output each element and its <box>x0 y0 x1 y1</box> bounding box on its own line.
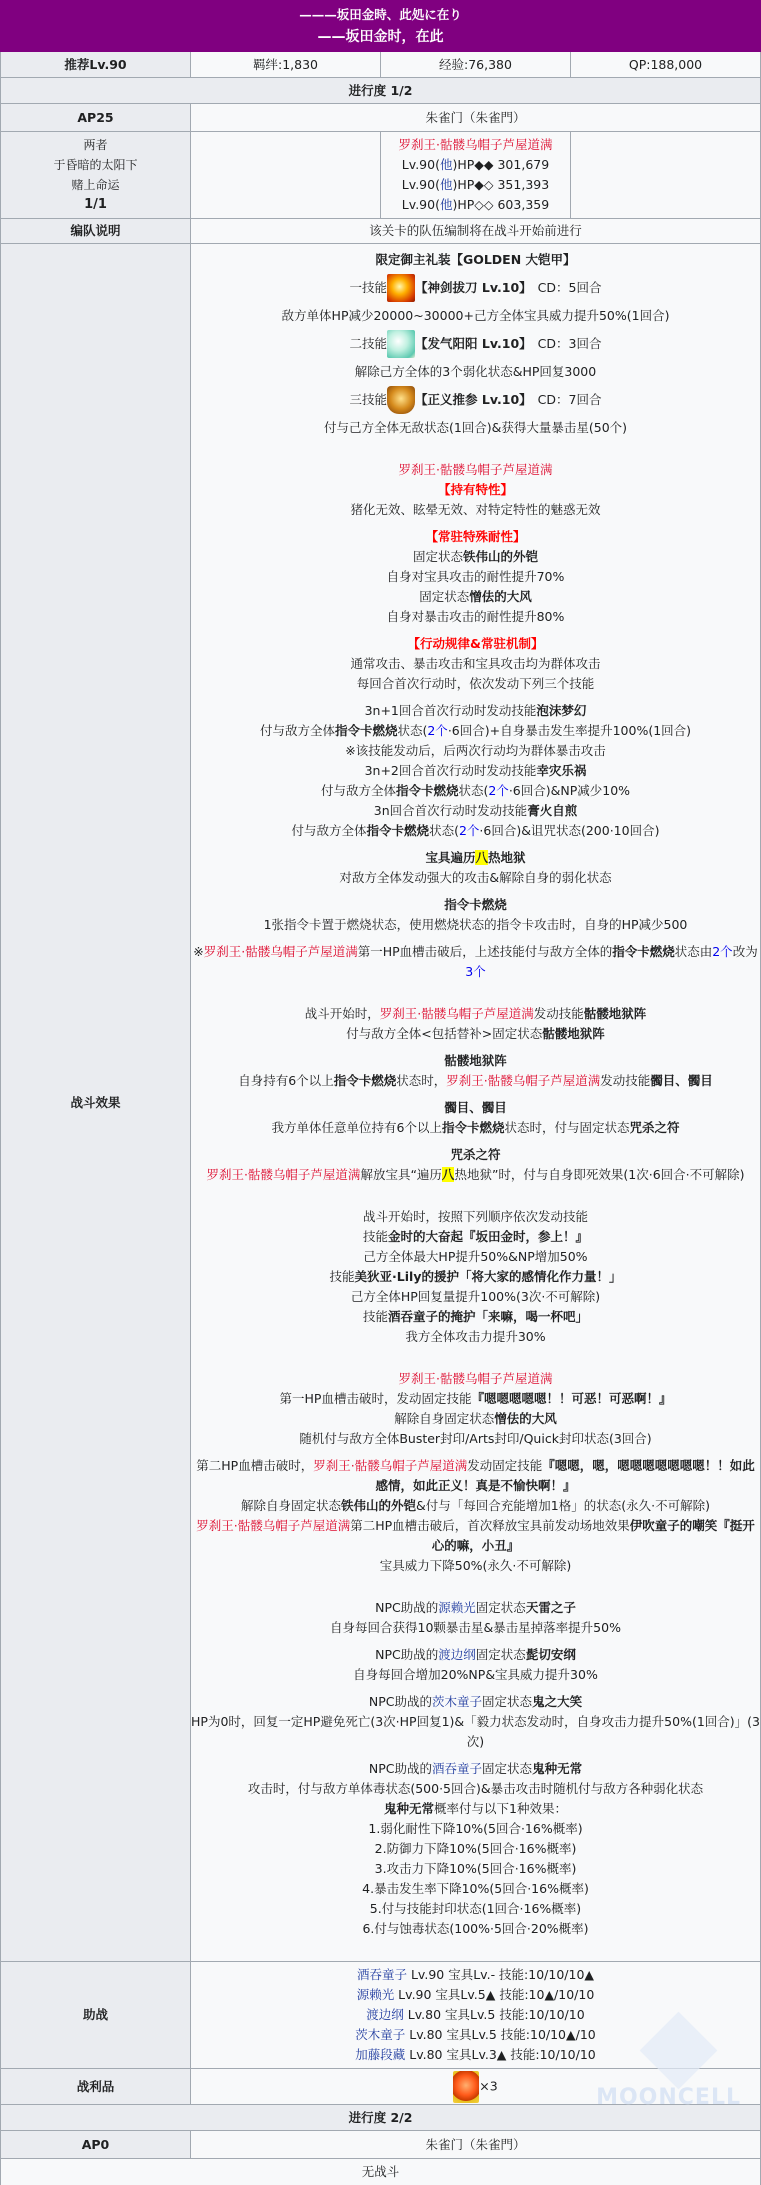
effect-text: 热地狱 <box>488 850 526 865</box>
effect-text: ·6回合)&诅咒状态(200·10回合) <box>479 823 660 838</box>
effect-text: 状态( <box>429 823 459 838</box>
effect-text: 状态时，付与固定状态 <box>504 1120 630 1135</box>
effect-text: 咒杀之符 <box>450 1147 501 1162</box>
effect-text: 第一HP血槽击破后，上述技能付与敌方全体的 <box>357 944 613 959</box>
effect-line <box>191 607 760 627</box>
wave-count: 1/1 <box>84 197 107 212</box>
effect-group <box>191 1369 760 1576</box>
skill-slot: 三技能 <box>349 392 388 407</box>
effect-text: 铁伟山的外铠 <box>341 1498 417 1513</box>
effect-text: 鬼之大笑 <box>532 1694 583 1709</box>
support-detail: Lv.90 宝具Lv.5▲ 技能:10▲/10/10 <box>394 1987 595 2002</box>
support-entry <box>191 1985 760 2005</box>
effect-text: 概率付与以下1种效果： <box>434 1801 567 1816</box>
effect-text: 固定状态 <box>412 549 463 564</box>
ap-cost-1: AP25 <box>1 104 191 132</box>
effect-line <box>191 1899 760 1919</box>
effect-text: 猪化无效、眩晕无效、对特定特性的魅惑无效 <box>350 502 601 517</box>
effect-text: 改为 <box>732 944 758 959</box>
effect-line <box>191 1327 760 1347</box>
effect-text: &付与「每回合充能增加1格」的状态(永久·不可解除) <box>416 1498 710 1513</box>
enemy-name-link[interactable]: 罗刹王·骷髅乌帽子芦屋道满 <box>446 1073 601 1088</box>
battle-effects <box>191 244 761 1962</box>
effect-text: 固定状态 <box>475 1600 526 1615</box>
effect-line <box>191 1429 760 1449</box>
exp-value: 经验:76,380 <box>381 52 571 78</box>
effect-text: 【常驻特殊耐性】 <box>425 529 526 544</box>
effect-text: 美狄亚·Lily的援护「将大家的感情化作力量！」 <box>354 1269 622 1284</box>
skill-slot: 二技能 <box>349 336 388 351</box>
effect-text: 自身每回合获得10颗暴击星&暴击星掉落率提升50% <box>330 1620 621 1635</box>
effect-text: 憎佉的大风 <box>494 1411 557 1426</box>
effect-section <box>191 1369 760 1449</box>
support-servant-link[interactable]: 酒吞童子 <box>356 1967 407 1982</box>
effect-text: 3个 <box>465 964 486 979</box>
support-entry <box>191 1965 760 1985</box>
effect-line <box>191 1692 760 1712</box>
effect-text: 宝具威力下降50%(永久·不可解除) <box>379 1558 572 1573</box>
effect-text: ※ <box>193 944 204 959</box>
progress-header-1: 进行度 1/2 <box>1 78 761 104</box>
effect-text: 【持有特性】 <box>437 482 513 497</box>
support-servant-link[interactable]: 源赖光 <box>356 1987 395 2002</box>
drop-count: ×3 <box>479 2078 498 2093</box>
effect-text: 解除自身固定状态 <box>241 1498 342 1513</box>
support-servant-link[interactable]: 加藤段藏 <box>355 2047 406 2062</box>
effect-text: 5.付与技能封印状态(1回合·16%概率) <box>369 1901 582 1916</box>
effect-text: 随机付与敌方全体Buster封印/Arts封印/Quick封印状态(3回合) <box>299 1431 652 1446</box>
recommended-level: 推荐Lv.90 <box>1 52 191 78</box>
effect-section <box>191 895 760 935</box>
effect-text: ※该技能发动后，后两次行动均为群体暴击攻击 <box>345 743 606 758</box>
effect-text: 状态时， <box>396 1073 447 1088</box>
support-servant-link[interactable]: 茨木童子 <box>355 2027 406 2042</box>
effect-text: 髑目、髑目 <box>444 1100 507 1115</box>
effect-text: 1.弱化耐性下降10%(5回合·16%概率) <box>368 1821 583 1836</box>
support-servant-link[interactable]: 渡边纲 <box>366 2007 404 2022</box>
title-jp: ———坂田金時、此処に在り <box>299 7 462 22</box>
effect-line <box>191 848 760 868</box>
support-detail: Lv.80 宝具Lv.5 技能:10/10/10 <box>403 2007 585 2022</box>
effect-text: 己方全体HP回复量提升100%(3次·不可解除) <box>350 1289 601 1304</box>
effect-text: 鬼种无常 <box>384 1801 435 1816</box>
effect-line <box>191 1516 760 1556</box>
enemy-class-link[interactable]: 他 <box>439 177 453 192</box>
effect-line <box>191 1024 760 1044</box>
quest-title <box>1 1 761 52</box>
effect-line <box>191 761 760 781</box>
effect-text: 技能 <box>362 1229 388 1244</box>
effect-line <box>191 547 760 567</box>
effect-text: 技能 <box>362 1309 388 1324</box>
effect-text: 2.防御力下降10%(5回合·16%概率) <box>374 1841 577 1856</box>
effect-section <box>191 1645 760 1685</box>
enemy-class-link[interactable]: 他 <box>439 197 453 212</box>
effect-text: ·6回合)+自身暴击发生率提升100%(1回合) <box>447 723 692 738</box>
effect-text: 解除自身固定状态 <box>394 1411 495 1426</box>
effect-line <box>191 1207 760 1227</box>
effect-line <box>191 654 760 674</box>
effect-text: 发动技能 <box>533 1006 584 1021</box>
effect-text: NPC助战的 <box>368 1761 433 1776</box>
effect-text: NPC助战的 <box>368 1694 433 1709</box>
effect-line <box>191 1712 760 1752</box>
effect-text: 3n+1回合首次行动时发动技能 <box>364 703 537 718</box>
effect-line <box>191 674 760 694</box>
effect-line <box>191 480 760 500</box>
effect-text: 宝具遍历 <box>425 850 476 865</box>
effect-text: 1张指令卡置于燃烧状态，使用燃烧状态的指令卡攻击时，自身的HP减少500 <box>263 917 688 932</box>
effect-text: 自身每回合增加20%NP&宝具威力提升30% <box>353 1667 598 1682</box>
effect-text: 2个 <box>458 823 480 838</box>
effect-text: 4.暴击发生率下降10%(5回合·16%概率) <box>362 1881 589 1896</box>
effect-text: 我方全体攻击力提升30% <box>405 1329 546 1344</box>
effect-section <box>191 701 760 841</box>
skill-cooldown: CD：3回合 <box>537 336 602 351</box>
effect-section <box>191 1004 760 1044</box>
effect-line <box>191 1409 760 1429</box>
effect-text: 指令卡燃烧 <box>441 1120 505 1135</box>
formation-label: 编队说明 <box>1 219 191 244</box>
effect-text: 自身对宝具攻击的耐性提升70% <box>386 569 565 584</box>
effect-line <box>191 1779 760 1799</box>
effect-group <box>191 1207 760 1347</box>
effect-text: 第二HP血槽击破后，首次释放宝具前发动场地效果 <box>350 1518 630 1533</box>
enemy-name-link[interactable]: 罗刹王·骷髅乌帽子芦屋道满 <box>398 462 553 477</box>
effect-text: 付与敌方全体<包括替补>固定状态 <box>346 1026 543 1041</box>
effect-line <box>191 942 760 982</box>
effect-text: 第二HP血槽击破时， <box>196 1458 314 1473</box>
effect-section <box>191 1456 760 1576</box>
effect-line <box>191 1389 760 1409</box>
progress-header-2: 进行度 2/2 <box>1 2105 761 2131</box>
skill-slot: 一技能 <box>349 280 388 295</box>
enemy-name-link[interactable]: 罗刹王·骷髅乌帽子芦屋道满 <box>313 1458 468 1473</box>
effect-line <box>191 1496 760 1516</box>
effect-line <box>191 1879 760 1899</box>
effect-text: 骷髅地狱阵 <box>444 1053 507 1068</box>
effect-text: HP为0时，回复一定HP避免死亡(3次·HP回复1)&「毅力状态发动时，自身攻击力提升50%(1回合)」(3次) <box>191 1714 760 1749</box>
effect-line <box>191 1165 760 1185</box>
support-detail: Lv.80 宝具Lv.5 技能:10/10▲/10 <box>405 2027 596 2042</box>
effect-line <box>191 1859 760 1879</box>
effect-text: 膏火自煎 <box>527 803 578 818</box>
enemy-name-link[interactable]: 罗刹王·骷髅乌帽子芦屋道满 <box>206 1167 361 1182</box>
effect-line <box>191 634 760 654</box>
effect-line <box>191 821 760 841</box>
effect-line <box>191 1004 760 1024</box>
effect-text: 固定状态 <box>419 589 470 604</box>
enemy-level: Lv.90( <box>401 177 440 192</box>
cleanse-bubbles-icon[interactable] <box>387 330 415 358</box>
effect-line <box>191 741 760 761</box>
effect-text: 技能 <box>329 1269 355 1284</box>
effect-line <box>191 567 760 587</box>
effect-text: 攻击时，付与敌方单体毒状态(500·5回合)&暴击攻击时随机付与敌方各种弱化状态 <box>247 1781 704 1796</box>
effect-line <box>191 1665 760 1685</box>
enemy-slot-empty <box>191 132 381 219</box>
skill-name[interactable]: 【发气阳阳 Lv.10】 <box>415 336 532 351</box>
servant-link[interactable]: 茨木童子 <box>432 1694 483 1709</box>
effect-text: 八 <box>441 1167 455 1182</box>
skill-cooldown: CD：5回合 <box>537 280 602 295</box>
effect-line <box>191 1839 760 1859</box>
effect-line <box>191 1051 760 1071</box>
effect-text: 付与敌方全体 <box>259 723 335 738</box>
effect-text: 每回合首次行动时，依次发动下列三个技能 <box>356 676 595 691</box>
effect-text: 指令卡燃烧 <box>333 1073 397 1088</box>
mystic-skill-1 <box>191 272 760 304</box>
effect-text: 指令卡燃烧 <box>366 823 430 838</box>
enemy-class-link[interactable]: 他 <box>439 157 453 172</box>
effect-line <box>191 1645 760 1665</box>
wave-label-line: 赌上命运 <box>71 178 120 192</box>
effect-section <box>191 1598 760 1638</box>
effect-text: 酒吞童子的掩护「来嘛，喝一杯吧」 <box>388 1309 589 1324</box>
effect-text: 通常攻击、暴击攻击和宝具攻击均为群体攻击 <box>350 656 601 671</box>
effect-section <box>191 942 760 982</box>
effect-line <box>191 701 760 721</box>
effect-line <box>191 1071 760 1091</box>
effect-section <box>191 1207 760 1347</box>
effect-section <box>191 1759 760 1939</box>
wave-label <box>1 132 191 219</box>
skill-cooldown: CD：7回合 <box>537 392 602 407</box>
effect-line <box>191 915 760 935</box>
effect-text: 解放宝具“遍历 <box>360 1167 442 1182</box>
shield-icon[interactable] <box>387 386 415 414</box>
effect-text: 自身持有6个以上 <box>238 1073 334 1088</box>
effect-text: 状态( <box>458 783 489 798</box>
effect-text: 八 <box>475 850 488 865</box>
effect-line <box>191 1819 760 1839</box>
effect-text: 鬼种无常 <box>532 1761 583 1776</box>
ap-cost-2: AP0 <box>1 2131 191 2159</box>
effect-line <box>191 1145 760 1165</box>
effect-text: 自身对暴击攻击的耐性提升80% <box>386 609 565 624</box>
mystic-code <box>191 250 760 438</box>
enemy-slot-empty <box>571 132 761 219</box>
enemy-name-link[interactable]: 罗刹王·骷髅乌帽子芦屋道满 <box>203 944 358 959</box>
effect-text: 付与敌方全体 <box>320 783 396 798</box>
effect-text: 热地狱”时，付与自身即死效果(1次·6回合·不可解除) <box>454 1167 745 1182</box>
effect-line <box>191 1098 760 1118</box>
effect-line <box>191 1247 760 1267</box>
effect-text: 『嗯嗯，嗯，嗯嗯嗯嗯嗯嗯嗯！！如此感情，如此正义！真是不愉快啊！』 <box>375 1458 755 1493</box>
effect-text: 第一HP血槽击破时，发动固定技能 <box>279 1391 472 1406</box>
servant-link[interactable]: 渡边纲 <box>438 1647 476 1662</box>
effect-text: 伊吹童子的嘲笑『挺开心的嘛，小丑』 <box>431 1518 755 1553</box>
effect-line <box>191 1307 760 1327</box>
qp-value: QP:188,000 <box>571 52 761 78</box>
skill-description: 敌方单体HP减少20000~30000+己方全体宝具威力提升50%(1回合) <box>281 308 670 323</box>
effect-line <box>191 1759 760 1779</box>
drops-label: 战利品 <box>1 2069 191 2105</box>
enemy-name-link[interactable]: 罗刹王·骷髅乌帽子芦屋道满 <box>196 1518 351 1533</box>
enemy-hp: )HP◆◇ 351,393 <box>452 177 550 192</box>
skill-name[interactable]: 【正义推参 Lv.10】 <box>415 392 532 407</box>
effect-text: 付与敌方全体 <box>291 823 367 838</box>
effect-line <box>191 1369 760 1389</box>
mystic-skill-3 <box>191 384 760 416</box>
fire-gem-card-icon[interactable] <box>453 2071 479 2103</box>
enemy-name-link[interactable]: 罗刹王·骷髅乌帽子芦屋道满 <box>379 1006 534 1021</box>
effect-line <box>191 1118 760 1138</box>
effect-text: 2个 <box>427 723 448 738</box>
effect-text: 指令卡燃烧 <box>395 783 459 798</box>
effect-line <box>191 527 760 547</box>
title-cn: ——坂田金时，在此 <box>317 29 444 45</box>
effect-text: NPC助战的 <box>375 1600 439 1615</box>
no-battle-note: 无战斗 <box>1 2159 761 2185</box>
effect-section <box>191 1051 760 1091</box>
effect-group <box>191 1004 760 1185</box>
wave-label-line: 于昏暗的太阳下 <box>53 158 138 172</box>
enemy-hp-line <box>381 155 570 175</box>
enemy-level: Lv.90( <box>401 157 440 172</box>
servant-link[interactable]: 源赖光 <box>438 1600 476 1615</box>
effect-text: 己方全体最大HP提升50%&NP增加50% <box>363 1249 588 1264</box>
effect-line <box>191 801 760 821</box>
effect-text: 【行动规律&常驻机制】 <box>407 636 544 651</box>
effect-text: 『嗯嗯嗯嗯嗯！！可恶！可恶啊！』 <box>471 1391 672 1406</box>
support-label: 助战 <box>1 1962 191 2069</box>
effect-text: 我方单体任意单位持有6个以上 <box>271 1120 442 1135</box>
effect-line <box>191 1799 760 1819</box>
enemy-slot <box>381 132 571 219</box>
effect-text: 指令卡燃烧 <box>612 944 675 959</box>
effect-text: 铁伟山的外铠 <box>463 549 539 564</box>
formation-text: 该关卡的队伍编制将在战斗开始前进行 <box>191 219 761 244</box>
effect-line <box>191 895 760 915</box>
effect-text: 2个 <box>712 944 733 959</box>
bond-value: 羁绊:1,830 <box>191 52 381 78</box>
effect-text: 骷髅地狱阵 <box>542 1026 605 1041</box>
enemy-hp-line <box>381 175 570 195</box>
effect-line <box>191 1618 760 1638</box>
watermark: MOONCELL <box>596 2085 741 2110</box>
effect-section <box>191 527 760 627</box>
effect-line <box>191 1919 760 1939</box>
effect-line <box>191 1227 760 1247</box>
skill-name[interactable]: 【神剑拔刀 Lv.10】 <box>415 280 532 295</box>
wave-label-line: 两者 <box>83 138 108 152</box>
enemy-hp: )HP◇◇ 603,359 <box>452 197 550 212</box>
enemy-hp: )HP◆◆ 301,679 <box>452 157 550 172</box>
effect-section <box>191 848 760 888</box>
location-2: 朱雀门（朱雀門） <box>191 2131 761 2159</box>
battle-effects-label: 战斗效果 <box>1 244 191 1962</box>
effect-text: 对敌方全体发动强大的攻击&解除自身的弱化状态 <box>339 870 612 885</box>
effect-text: 憎佉的大风 <box>469 589 532 604</box>
support-detail: Lv.90 宝具Lv.- 技能:10/10/10▲ <box>406 1967 595 1982</box>
effect-text: 金时的大奋起『坂田金时，参上！』 <box>388 1229 589 1244</box>
effect-line <box>191 500 760 520</box>
effect-section <box>191 1145 760 1185</box>
skill-description: 付与己方全体无敌状态(1回合)&获得大量暴击星(50个) <box>323 420 628 435</box>
effect-line <box>191 721 760 741</box>
effect-text: 固定状态 <box>482 1761 533 1776</box>
effect-text: 固定状态 <box>482 1694 533 1709</box>
effect-section <box>191 634 760 694</box>
effect-line <box>191 587 760 607</box>
effect-group <box>191 460 760 982</box>
mystic-code-title[interactable]: 限定御主礼装【GOLDEN 大铠甲】 <box>375 252 576 267</box>
effect-text: 骷髅地狱阵 <box>583 1006 647 1021</box>
effect-text: 指令卡燃烧 <box>334 723 398 738</box>
effect-text: 3.攻击力下降10%(5回合·16%概率) <box>374 1861 577 1876</box>
effect-text: 泡沫梦幻 <box>536 703 587 718</box>
effect-text: 战斗开始时， <box>304 1006 380 1021</box>
effect-text: 战斗开始时，按照下列顺序依次发动技能 <box>362 1209 588 1224</box>
effect-line <box>191 1456 760 1496</box>
effect-text: 6.付与蚀毒状态(100%·5回合·20%概率) <box>362 1921 589 1936</box>
skill-description: 解除己方全体的3个弱化状态&HP回复3000 <box>354 364 597 379</box>
effect-text: 3n+2回合首次行动时发动技能 <box>364 763 537 778</box>
effect-text: 天雷之子 <box>525 1600 576 1615</box>
effect-text: 幸灾乐祸 <box>536 763 587 778</box>
effect-text: 指令卡燃烧 <box>444 897 507 912</box>
effect-text: NPC助战的 <box>375 1647 439 1662</box>
effect-text: 发动技能 <box>600 1073 651 1088</box>
effect-line <box>191 1556 760 1576</box>
effect-section <box>191 1692 760 1752</box>
enemy-level: Lv.90( <box>401 197 440 212</box>
servant-link[interactable]: 酒吞童子 <box>432 1761 483 1776</box>
effect-line <box>191 460 760 480</box>
mystic-skill-2 <box>191 328 760 360</box>
enemy-name[interactable]: 罗刹王·骷髅乌帽子芦屋道满 <box>398 137 553 152</box>
effect-text: 髭切安纲 <box>525 1647 576 1662</box>
effect-group <box>191 1598 760 1939</box>
effect-text: 发动固定技能 <box>467 1458 543 1473</box>
effect-line <box>191 781 760 801</box>
effect-section <box>191 1098 760 1138</box>
effect-line <box>191 1267 760 1287</box>
effect-text: 2个 <box>488 783 509 798</box>
enemy-hp-line <box>381 195 570 215</box>
effect-line <box>191 868 760 888</box>
effect-text: 咒杀之符 <box>629 1120 680 1135</box>
effect-text: 3n回合首次行动时发动技能 <box>373 803 528 818</box>
effect-text: 固定状态 <box>475 1647 526 1662</box>
effect-section <box>191 460 760 520</box>
enemy-name-link[interactable]: 罗刹王·骷髅乌帽子芦屋道满 <box>398 1371 553 1386</box>
effect-line <box>191 1287 760 1307</box>
effect-text: ·6回合)&NP减少10% <box>508 783 631 798</box>
effect-text: 髑目、髑目 <box>650 1073 713 1088</box>
effect-line <box>191 1598 760 1618</box>
sword-burst-icon[interactable] <box>387 274 415 302</box>
location-1: 朱雀门（朱雀門） <box>191 104 761 132</box>
support-detail: Lv.80 宝具Lv.3▲ 技能:10/10/10 <box>405 2047 596 2062</box>
effect-text: 状态( <box>397 723 428 738</box>
effect-text: 状态由 <box>674 944 713 959</box>
